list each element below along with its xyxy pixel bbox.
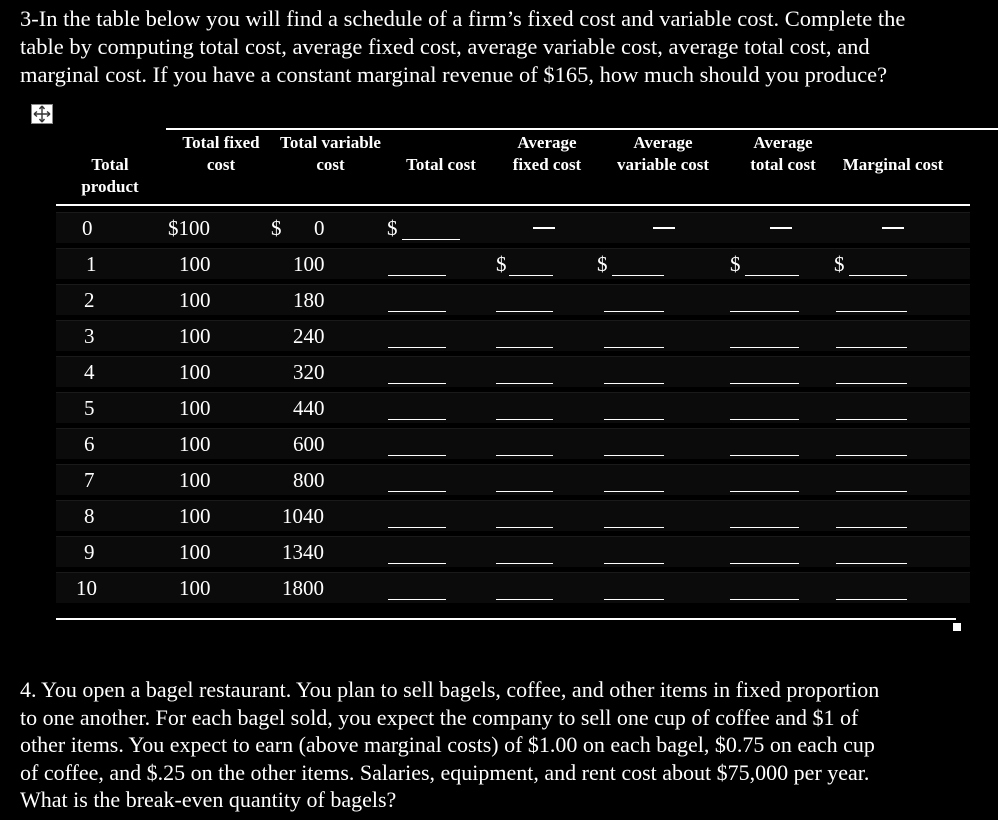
total-cost-blank[interactable] (388, 577, 446, 600)
header-average-variable-cost: Average variable cost (616, 133, 710, 174)
variable-cost-cell: 180 (293, 288, 325, 312)
variable-cost-cell: 1800 (282, 576, 324, 600)
total-cost-blank[interactable] (388, 469, 446, 492)
table-row (56, 572, 970, 603)
variable-cost-dollar: $ (271, 216, 282, 240)
average-fixed-cost-blank[interactable] (496, 289, 553, 312)
marginal-cost-blank[interactable] (836, 505, 907, 528)
marginal-cost-blank[interactable] (836, 541, 907, 564)
average-variable-cost-blank[interactable] (604, 289, 664, 312)
table-row (56, 212, 970, 243)
table-row (56, 320, 970, 351)
fixed-cost-cell: 100 (179, 468, 211, 492)
header-total-product: Total product (81, 155, 139, 196)
average-total-cost-blank[interactable] (730, 397, 799, 420)
quantity-cell: 9 (84, 540, 95, 564)
average-variable-cost-blank[interactable] (604, 433, 664, 456)
quantity-cell: 7 (84, 468, 95, 492)
average-variable-cost-blank[interactable] (604, 397, 664, 420)
quantity-cell: 8 (84, 504, 95, 528)
total-cost-dollar: $ (387, 216, 398, 240)
header-rule (56, 204, 970, 206)
variable-cost-cell: 600 (293, 432, 325, 456)
header-average-fixed-cost: Average fixed cost (512, 133, 582, 174)
header-total-cost: Total cost (406, 155, 476, 174)
total-cost-blank[interactable] (388, 361, 446, 384)
average-fixed-cost-dollar: $ (496, 252, 507, 276)
table-row (56, 428, 970, 459)
header-total-fixed-cost: Total fixed cost (182, 133, 260, 174)
average-variable-cost-blank[interactable] (604, 505, 664, 528)
table-row (56, 464, 970, 495)
average-variable-cost-blank[interactable] (604, 541, 664, 564)
marginal-cost-blank[interactable] (836, 289, 907, 312)
table-row (56, 536, 970, 567)
fixed-cost-cell: 100 (179, 504, 211, 528)
marginal-cost-dollar: $ (834, 252, 845, 276)
question-3-text: 3-In the table below you will find a schedule of a firm’s fixed cost and variable cost. Complete the table by computing total cost, average fixed cost, average variable cost, average total cost, and marginal cost. If you have a constant marginal revenue of $165, how much should you produce? (20, 6, 906, 87)
average-fixed-cost-dash (533, 227, 555, 229)
average-total-cost-blank[interactable] (730, 505, 799, 528)
quantity-cell: 1 (86, 252, 97, 276)
variable-cost-cell: 1340 (282, 540, 324, 564)
average-variable-cost-blank[interactable] (604, 325, 664, 348)
average-total-cost-blank[interactable] (730, 577, 799, 600)
average-variable-cost-blank[interactable] (604, 361, 664, 384)
header-average-total-cost: Average total cost (750, 133, 816, 174)
quantity-cell: 6 (84, 432, 95, 456)
fixed-cost-cell: 100 (179, 252, 211, 276)
total-cost-blank[interactable] (388, 397, 446, 420)
fixed-cost-cell: 100 (179, 396, 211, 420)
total-cost-blank[interactable] (388, 505, 446, 528)
marginal-cost-blank[interactable] (836, 361, 907, 384)
average-fixed-cost-blank[interactable] (496, 397, 553, 420)
average-fixed-cost-blank[interactable] (496, 325, 553, 348)
total-cost-blank[interactable] (388, 325, 446, 348)
fixed-cost-cell: 100 (179, 324, 211, 348)
average-total-cost-blank[interactable] (730, 289, 799, 312)
marginal-cost-blank[interactable] (836, 397, 907, 420)
average-fixed-cost-blank[interactable] (496, 541, 553, 564)
fixed-cost-cell: 100 (179, 288, 211, 312)
header-marginal-cost: Marginal cost (842, 155, 944, 174)
average-variable-cost-dollar: $ (597, 252, 608, 276)
average-variable-cost-blank[interactable] (604, 469, 664, 492)
total-cost-blank[interactable] (388, 289, 446, 312)
table-row (56, 500, 970, 531)
table-header (56, 128, 970, 208)
variable-cost-cell: 1040 (282, 504, 324, 528)
fixed-cost-cell: 100 (179, 540, 211, 564)
quantity-cell: 0 (82, 216, 93, 240)
marginal-cost-blank[interactable] (849, 253, 907, 276)
quantity-cell: 3 (84, 324, 95, 348)
average-total-cost-blank[interactable] (745, 253, 799, 276)
variable-cost-cell: 240 (293, 324, 325, 348)
fixed-cost-cell: $100 (168, 216, 210, 240)
table-move-handle[interactable] (31, 104, 53, 124)
average-fixed-cost-blank[interactable] (496, 505, 553, 528)
total-cost-blank[interactable] (388, 433, 446, 456)
total-cost-blank[interactable] (402, 217, 460, 240)
total-cost-blank[interactable] (388, 541, 446, 564)
average-total-cost-blank[interactable] (730, 361, 799, 384)
table-row (56, 356, 970, 387)
average-fixed-cost-blank[interactable] (496, 577, 553, 600)
fixed-cost-cell: 100 (179, 360, 211, 384)
variable-cost-cell: 440 (293, 396, 325, 420)
variable-cost-cell: 0 (314, 216, 325, 240)
average-total-cost-dollar: $ (730, 252, 741, 276)
question-4-text: 4. You open a bagel restaurant. You plan to sell bagels, coffee, and other items in fixed proportion to one another. For each bagel sold, you expect the company to sell one cup of coffee and $1 of other items. You expect to earn (above marginal costs) of $1.00 on each bagel, $0.75 on each cup of coffee, and $.25 on the other items. Salaries, equipment, and rent cost about $75,000 per year. What is the break-even quantity of bagels? (20, 677, 880, 812)
header-band (166, 180, 758, 202)
average-total-cost-blank[interactable] (730, 469, 799, 492)
header-total-variable-cost: Total variable cost (280, 133, 381, 174)
fixed-cost-cell: 100 (179, 576, 211, 600)
quantity-cell: 2 (84, 288, 95, 312)
table-row (56, 284, 970, 315)
table-row (56, 248, 970, 279)
quantity-cell: 4 (84, 360, 95, 384)
average-fixed-cost-blank[interactable] (496, 433, 553, 456)
table-bottom-rule (56, 618, 956, 620)
marginal-cost-blank[interactable] (836, 325, 907, 348)
average-fixed-cost-blank[interactable] (496, 361, 553, 384)
quantity-cell: 10 (76, 576, 97, 600)
average-total-cost-blank[interactable] (730, 541, 799, 564)
average-variable-cost-dash (653, 227, 675, 229)
variable-cost-cell: 320 (293, 360, 325, 384)
total-cost-blank[interactable] (388, 253, 446, 276)
average-total-cost-blank[interactable] (730, 325, 799, 348)
table-row (56, 392, 970, 423)
average-total-cost-dash (770, 227, 792, 229)
marginal-cost-blank[interactable] (836, 577, 907, 600)
average-total-cost-blank[interactable] (730, 433, 799, 456)
average-fixed-cost-blank[interactable] (496, 469, 553, 492)
quantity-cell: 5 (84, 396, 95, 420)
average-fixed-cost-blank[interactable] (509, 253, 553, 276)
average-variable-cost-blank[interactable] (604, 577, 664, 600)
table-end-marker (953, 623, 961, 631)
variable-cost-cell: 100 (293, 252, 325, 276)
marginal-cost-blank[interactable] (836, 469, 907, 492)
variable-cost-cell: 800 (293, 468, 325, 492)
marginal-cost-blank[interactable] (836, 433, 907, 456)
average-variable-cost-blank[interactable] (612, 253, 664, 276)
fixed-cost-cell: 100 (179, 432, 211, 456)
marginal-cost-dash (882, 227, 904, 229)
move-arrows-icon (32, 105, 52, 123)
